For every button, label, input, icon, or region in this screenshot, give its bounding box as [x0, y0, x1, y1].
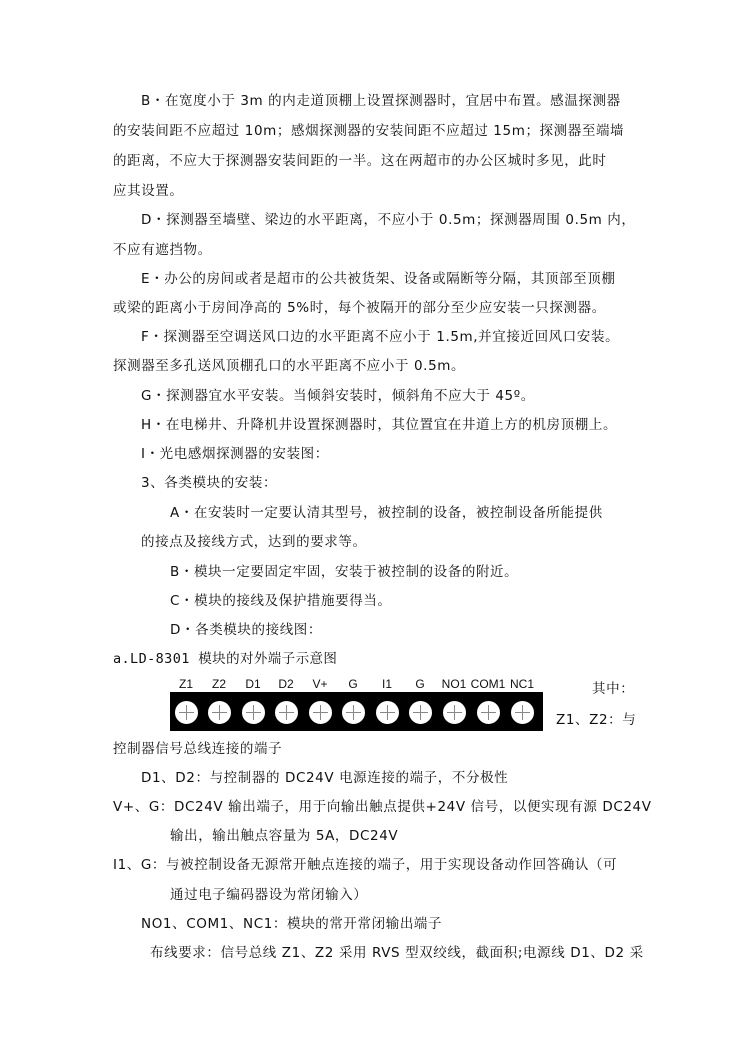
terminal-screw-icon: [175, 701, 198, 724]
terminal-label-d2: D2: [278, 677, 294, 691]
terminal-strip-diagram: [170, 692, 543, 731]
terminal-screw-icon: [443, 701, 466, 724]
desc-no: NO1、COM1、NC1：模块的常开常闭输出端子: [141, 916, 443, 932]
para-h-line-1: H・在电梯井、升降机井设置探测器时，其位置宜在井道上方的机房顶棚上。: [141, 417, 618, 433]
terminal-label-vplus: V+: [312, 677, 328, 691]
terminal-screw-icon: [275, 701, 298, 724]
desc-z-continued: 控制器信号总线连接的端子: [113, 741, 283, 757]
terminal-label-z1: Z1: [178, 677, 194, 691]
para-d-line-1: D・探测器至墙壁、梁边的水平距离，不应小于 0.5m；探测器周围 0.5m 内，: [141, 212, 636, 228]
terminal-label-com1: COM1: [470, 677, 506, 691]
terminal-label-nc1: NC1: [509, 677, 535, 691]
terminal-label-no1: NO1: [441, 677, 467, 691]
para-b-line-3: 的距离，不应大于探测器安装间距的一半。这在两超市的办公区城时多见，此时: [113, 153, 607, 169]
terminal-screw-icon: [477, 701, 500, 724]
desc-i-line-1: I1、G：与被控制设备无源常开触点连接的端子，用于实现设备动作回答确认（可: [113, 857, 618, 873]
figure-caption: a.LD-8301 模块的对外端子示意图: [113, 651, 338, 667]
para-f-line-1: F・探测器至空调送风口边的水平距离不应小于 1.5m,并宜接近回风口安装。: [141, 329, 620, 345]
para-g-line-1: G・探测器宜水平安装。当倾斜安装时，倾斜角不应大于 45º。: [141, 388, 535, 404]
terminal-screw-icon: [511, 701, 534, 724]
terminal-screw-icon: [208, 701, 231, 724]
para-3a-line-1: A・在安装时一定要认清其型号，被控制的设备，被控制设备所能提供: [170, 505, 603, 521]
desc-d: D1、D2：与控制器的 DC24V 电源连接的端子，不分极性: [141, 770, 509, 786]
terminal-label-g1: G: [348, 677, 358, 691]
para-3d-line-1: D・各类模块的接线图：: [170, 622, 322, 638]
para-f-line-2: 探测器至多孔送风顶棚孔口的水平距离不应小于 0.5m。: [113, 358, 466, 374]
desc-v-line-1: V+、G：DC24V 输出端子，用于向输出触点提供+24V 信号，以便实现有源 DC24V: [113, 799, 652, 815]
terminal-label-i1: I1: [381, 677, 393, 691]
desc-wiring: 布线要求：信号总线 Z1、Z2 采用 RVS 型双绞线，截面积;电源线 D1、D2 采: [150, 945, 644, 961]
para-i-line-1: I・光电感烟探测器的安装图：: [141, 446, 329, 462]
section-3-title: 3、各类模块的安装：: [141, 475, 278, 491]
terminal-note-title: 其中：: [592, 681, 635, 697]
para-b-line-4: 应其设置。: [113, 183, 184, 199]
desc-v-line-2: 输出，输出触点容量为 5A，DC24V: [170, 828, 399, 844]
para-3c-line-1: C・模块的接线及保护措施要得当。: [170, 593, 392, 609]
terminal-screw-icon: [242, 701, 265, 724]
desc-i-line-2: 通过电子编码器设为常闭输入）: [170, 887, 368, 903]
terminal-label-d1: D1: [245, 677, 261, 691]
terminal-screw-icon: [409, 701, 432, 724]
para-3a-line-2: 的接点及接线方式，达到的要求等。: [141, 534, 367, 550]
terminal-label-g2: G: [415, 677, 425, 691]
para-e-line-2: 或梁的距离小于房间净高的 5%时，每个被隔开的部分至少应安装一只探测器。: [113, 300, 606, 316]
terminal-label-z2: Z2: [211, 677, 227, 691]
para-b-line-2: 的安装间距不应超过 10m；感烟探测器的安装间距不应超过 15m；探测器至端墙: [113, 123, 625, 139]
para-b-line-1: B・在宽度小于 3m 的内走道顶棚上设置探测器时，宜居中布置。感温探测器: [141, 93, 621, 109]
terminal-note-z: Z1、Z2：与: [556, 712, 637, 728]
terminal-screw-icon: [342, 701, 365, 724]
terminal-screw-icon: [309, 701, 332, 724]
para-d-line-2: 不应有遮挡物。: [113, 242, 212, 258]
terminal-screw-icon: [376, 701, 399, 724]
para-e-line-1: E・办公的房间或者是超市的公共被货架、设备或隔断等分隔，其顶部至顶棚: [141, 271, 616, 287]
para-3b-line-1: B・模块一定要固定牢固，安装于被控制的设备的附近。: [170, 564, 519, 580]
